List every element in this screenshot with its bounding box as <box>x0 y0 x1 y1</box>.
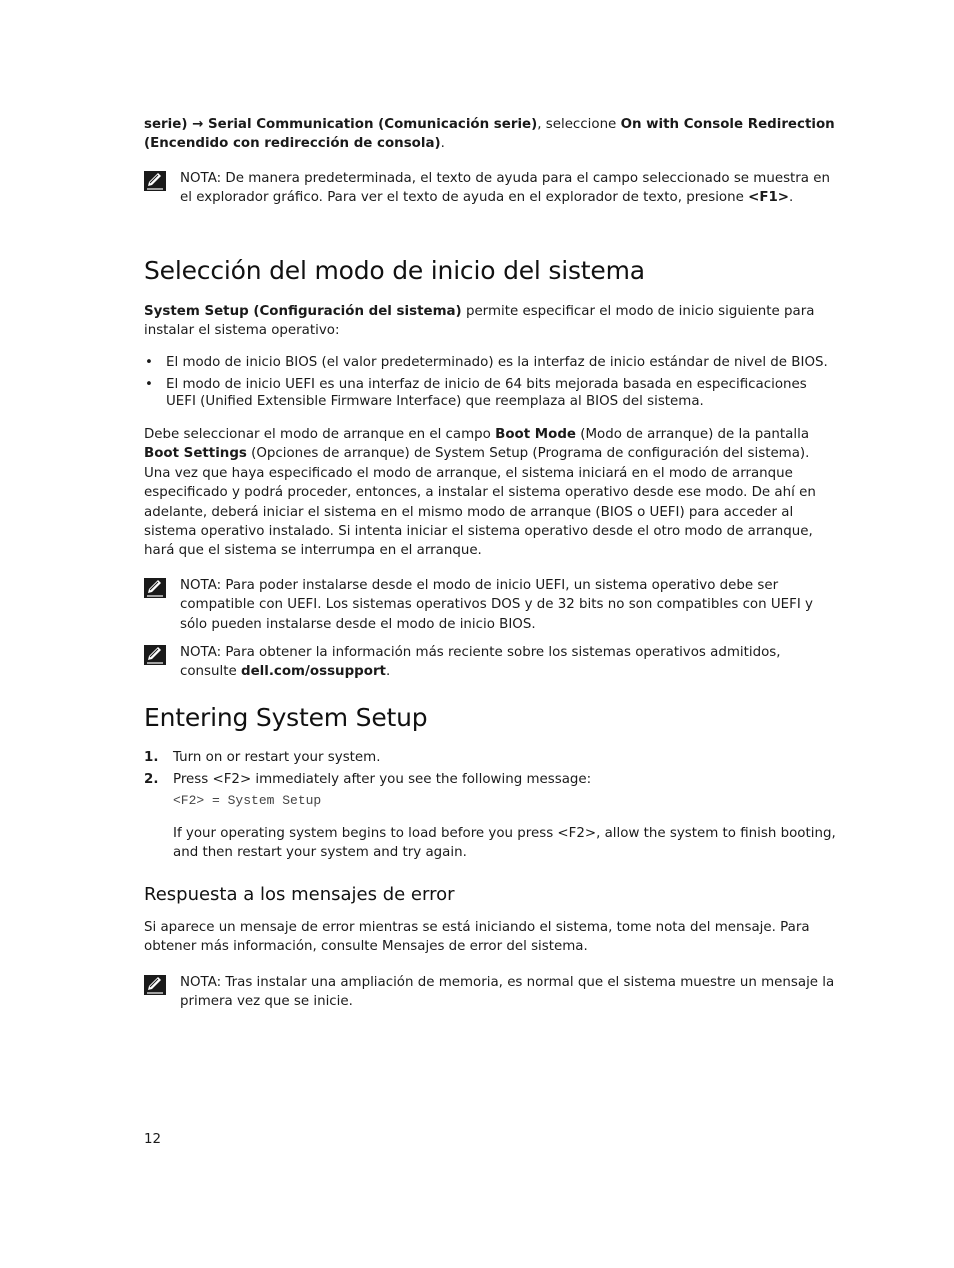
page-number: 12 <box>144 1132 162 1147</box>
ossupport-link[interactable]: dell.com/ossupport <box>240 664 386 680</box>
note-text: Tras instalar una ampliación de memoria, es normal que el sistema muestre un mensaje la primera vez que se inicie. <box>180 975 835 1010</box>
note-end: . <box>385 664 391 680</box>
note-text: De manera predeterminada, el texto de ayuda para el campo seleccionado se muestra en el explorador gráfico. Para ver el texto de ayuda en el explorador de texto, presione <box>180 171 830 206</box>
intro-bold-2: On with Console Redirection (Encendido con redirección de consola) <box>144 117 835 152</box>
boot-mode-lead <box>144 302 836 341</box>
note-os-support <box>144 643 836 682</box>
section-title-boot-mode: Selección del modo de inicio del sistema <box>144 256 645 285</box>
section-entering-setup <box>144 703 836 733</box>
lead-bold: System Setup (Configuración del sistema) <box>144 304 462 319</box>
intro-paragraph <box>144 115 836 154</box>
list-item-text: El modo de inicio BIOS (el valor predeterminado) es la interfaz de inicio estándar de nivel de BIOS. <box>166 355 828 370</box>
note-pencil-icon <box>144 645 166 665</box>
setup-followup: If your operating system begins to load before you press <F2>, allow the system to finish booting, and then restart your system and try again. <box>173 826 836 861</box>
note-uefi <box>144 576 836 634</box>
note-label: NOTA: <box>180 975 222 990</box>
note-text: Para poder instalarse desde el modo de inicio UEFI, un sistema operativo debe ser compatible con UEFI. Los sistemas operativos DOS y de 32 bits no son compatibles con UEFI y sólo pueden instalarse desde el modo de inicio BIOS. <box>180 578 813 632</box>
intro-text-2: . <box>440 136 445 152</box>
intro-text-1: , seleccione <box>537 117 621 132</box>
note-memory-upgrade <box>144 973 836 1012</box>
note-help-text <box>144 169 836 208</box>
setup-message-code: <F2> = System Setup <box>173 793 322 808</box>
para-text-2: (Modo de arranque) de la pantalla <box>576 427 810 442</box>
note-pencil-icon <box>144 975 166 995</box>
error-messages-paragraph <box>144 918 836 957</box>
note-key: <F1> <box>748 190 789 206</box>
section-title-entering-setup: Entering System Setup <box>144 703 428 732</box>
para-text-1: Debe seleccionar el modo de arranque en el campo <box>144 427 496 442</box>
note-end: . <box>789 190 794 206</box>
step-number: 1. <box>144 750 159 765</box>
intro-bold-1: serie) → Serial Communication (Comunicación serie) <box>144 117 538 132</box>
list-item <box>144 376 836 410</box>
setup-steps <box>144 748 836 863</box>
note-label: NOTA: <box>180 578 222 593</box>
note-label: NOTA: <box>180 171 222 186</box>
lead-text: permite especificar el modo de inicio siguiente para instalar el sistema operativo: <box>144 304 815 339</box>
section-title-error-messages: Respuesta a los mensajes de error <box>144 884 455 905</box>
section-boot-mode <box>144 256 836 286</box>
note-label: NOTA: <box>180 645 222 660</box>
step-item <box>144 748 836 767</box>
list-item-text: El modo de inicio UEFI es una interfaz de inicio de 64 bits mejorada basada en especificaciones UEFI (Unified Extensible Firmware Interface) que reemplaza al BIOS del sistema. <box>166 377 807 409</box>
step-number: 2. <box>144 772 159 787</box>
boot-mode-paragraph <box>144 425 836 561</box>
boot-mode-bullets <box>144 354 836 415</box>
bullet-icon: • <box>145 355 153 370</box>
step-text: Press <F2> immediately after you see the following message: <box>173 772 592 787</box>
error-messages-text: Si aparece un mensaje de error mientras se está iniciando el sistema, tome nota del mensaje. Para obtener más información, consulte Mensajes de error del sistema. <box>144 920 810 955</box>
step-text: Turn on or restart your system. <box>173 750 381 765</box>
para-bold-boot-settings: Boot Settings <box>144 446 247 462</box>
note-pencil-icon <box>144 578 166 598</box>
step-item <box>144 770 836 789</box>
bullet-icon: • <box>145 377 153 392</box>
para-bold-boot-mode: Boot Mode <box>495 427 576 442</box>
note-pencil-icon <box>144 171 166 191</box>
section-error-messages <box>144 884 836 906</box>
list-item <box>144 354 836 371</box>
note-text: Para obtener la información más reciente sobre los sistemas operativos admitidos, consulte <box>180 645 781 680</box>
para-text-3: (Opciones de arranque) de System Setup (Programa de configuración del sistema). Una vez que haya especificado el modo de arranque, el sistema iniciará en el modo de arranque especificado y podrá proceder, entonces, a instalar el sistema operativo desde ese modo. De ahí en adelante, deberá iniciar el sistema en el mismo modo de arranque (BIOS o UEFI) para acceder al sistema operativo instalado. Si intenta iniciar el sistema operativo desde el otro modo de arranque, hará que el sistema se interrumpa en el arranque. <box>144 446 816 559</box>
